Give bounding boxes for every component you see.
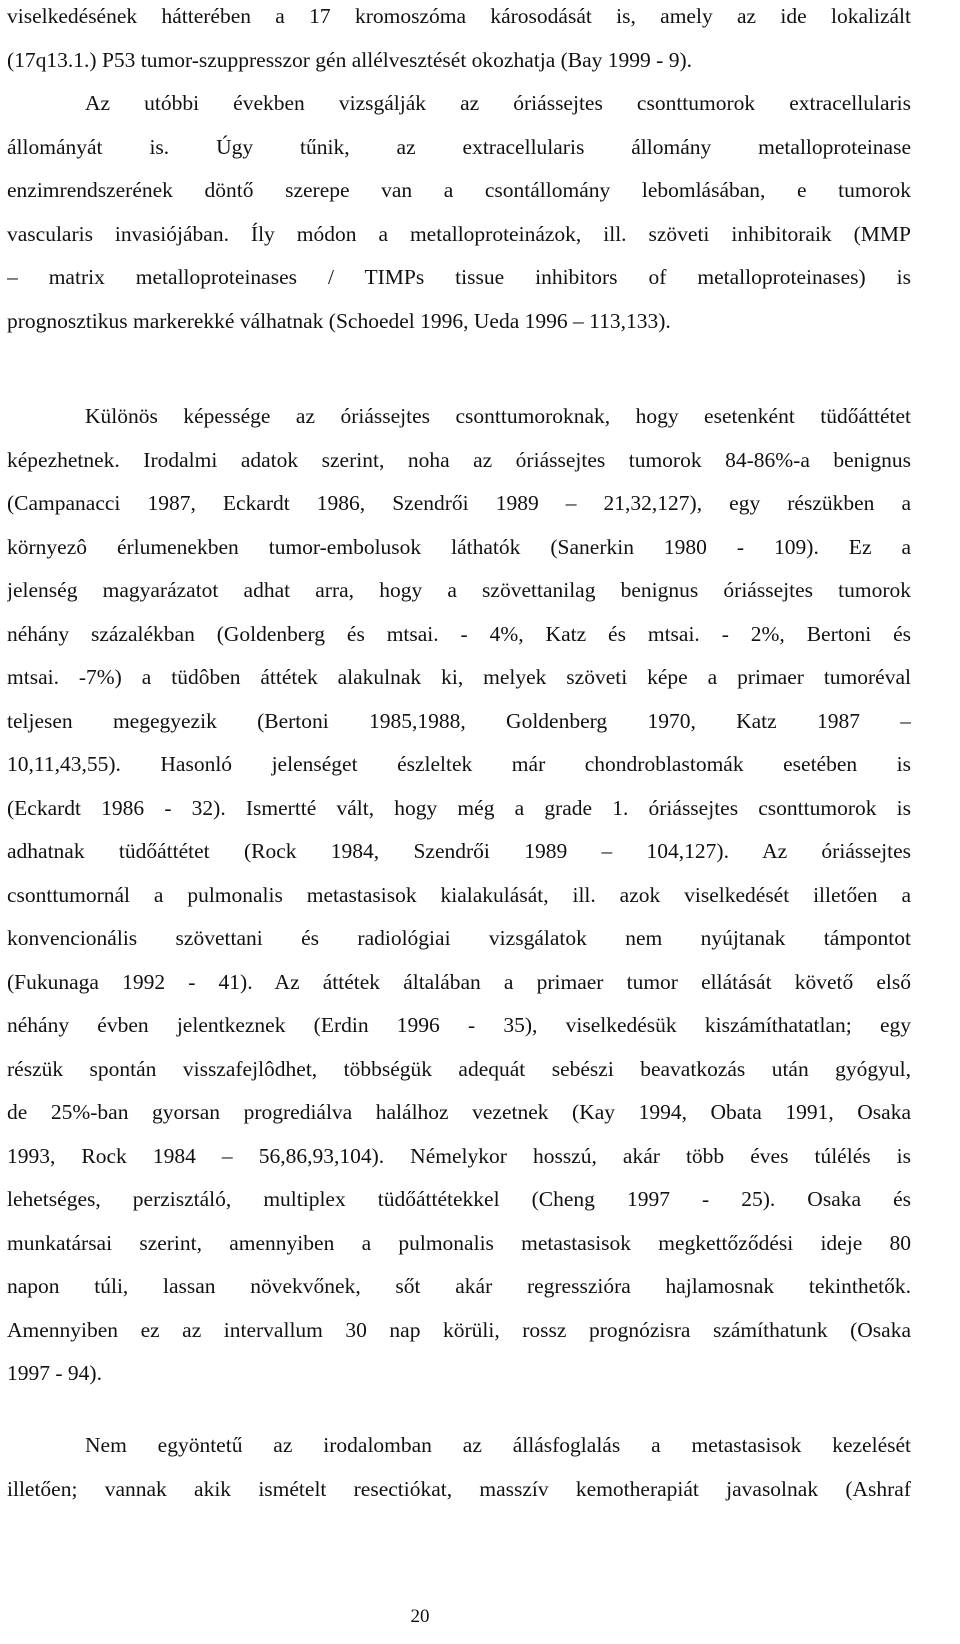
- text-line: munkatársai szerint, amennyiben a pulmonalis metastasisok megkettőződési ideje 80: [7, 1230, 911, 1255]
- text-line: viselkedésének hátterében a 17 kromoszóma károsodását is, amely az ide lokalizált: [7, 4, 911, 28]
- paragraph-4: [7, 1429, 911, 1516]
- text-line: néhány évben jelentkeznek (Erdin 1996 - 35), viselkedésük kiszámíthatatlan; egy: [7, 1013, 911, 1037]
- text-line: (Campanacci 1987, Eckardt 1986, Szendrői 1989 – 21,32,127), egy részükben a: [7, 491, 911, 515]
- text-line: adhatnak tüdőáttétet (Rock 1984, Szendrői 1989 – 104,127). Az óriássejtes: [7, 839, 911, 863]
- text-line: illetően; vannak akik ismételt resectiókat, masszív kemotherapiát javasolnak (Ashraf: [7, 1476, 911, 1501]
- paragraph-3: [7, 400, 911, 1401]
- text-line: (Eckardt 1986 - 32). Ismertté vált, hogy még a grade 1. óriássejtes csonttumorok is: [7, 795, 911, 820]
- text-line: 1993, Rock 1984 – 56,86,93,104). Némelykor hosszú, akár több éves túlélés is: [7, 1143, 911, 1168]
- text-line: prognosztikus markerekké válhatnak (Schoedel 1996, Ueda 1996 – 113,133).: [7, 308, 671, 333]
- text-line: jelenség magyarázatot adhat arra, hogy a szövettanilag benignus óriássejtes tumorok: [7, 578, 911, 602]
- text-line: Különös képessége az óriássejtes csonttumoroknak, hogy esetenként tüdőáttétet: [85, 404, 911, 428]
- text-line: Amennyiben ez az intervallum 30 nap körüli, rossz prognózisra számíthatunk (Osaka: [7, 1317, 911, 1342]
- text-line: mtsai. -7%) a tüdôben áttétek alakulnak ki, melyek szöveti képe a primaer tumoréval: [7, 665, 911, 689]
- text-line: – matrix metalloproteinases / TIMPs tissue inhibitors of metalloproteinases) is: [7, 265, 911, 289]
- text-line: Nem egyöntetű az irodalomban az állásfoglalás a metastasisok kezelését: [85, 1433, 911, 1457]
- text-line: konvencionális szövettani és radiológiai vizsgálatok nem nyújtanak támpontot: [7, 926, 911, 950]
- text-line: vascularis invasiójában. Íly módon a metalloproteinázok, ill. szöveti inhibitoraik (MMP: [7, 221, 911, 246]
- text-line: enzimrendszerének döntő szerepe van a csontállomány lebomlásában, e tumorok: [7, 178, 911, 202]
- text-line: 1997 - 94).: [7, 1361, 102, 1385]
- text-line: de 25%-ban gyorsan progrediálva halálhoz vezetnek (Kay 1994, Obata 1991, Osaka: [7, 1100, 911, 1124]
- paragraph-1: [7, 0, 911, 87]
- text-line: (Fukunaga 1992 - 41). Az áttétek általában a primaer tumor ellátását követő első: [7, 969, 911, 994]
- text-line: környezô érlumenekben tumor-embolusok láthatók (Sanerkin 1980 - 109). Ez a: [7, 534, 911, 559]
- text-line: teljesen megegyezik (Bertoni 1985,1988, Goldenberg 1970, Katz 1987 –: [7, 708, 911, 733]
- page-number: 20: [410, 1606, 430, 1627]
- text-line: képezhetnek. Irodalmi adatok szerint, noha az óriássejtes tumorok 84-86%-a benignus: [7, 447, 911, 472]
- text-line: napon túli, lassan növekvőnek, sőt akár regresszióra hajlamosnak tekinthetők.: [7, 1274, 911, 1298]
- text-line: Az utóbbi években vizsgálják az óriássejtes csonttumorok extracellularis: [85, 91, 911, 115]
- text-line: állományát is. Úgy tűnik, az extracellularis állomány metalloproteinase: [7, 134, 911, 159]
- paragraph-2: [7, 87, 911, 348]
- text-line: csonttumornál a pulmonalis metastasisok kialakulását, ill. azok viselkedését illetően a: [7, 882, 911, 907]
- text-line: részük spontán visszafejlôdhet, többségük adequát sebészi beavatkozás után gyógyul,: [7, 1056, 911, 1081]
- text-line: (17q13.1.) P53 tumor-szuppresszor gén allélvesztését okozhatja (Bay 1999 - 9).: [7, 47, 692, 72]
- text-line: lehetséges, perzisztáló, multiplex tüdőáttétekkel (Cheng 1997 - 25). Osaka és: [7, 1187, 911, 1211]
- text-line: néhány százalékban (Goldenberg és mtsai. - 4%, Katz és mtsai. - 2%, Bertoni és: [7, 621, 911, 646]
- text-line: 10,11,43,55). Hasonló jelenséget észleltek már chondroblastomák esetében is: [7, 752, 911, 776]
